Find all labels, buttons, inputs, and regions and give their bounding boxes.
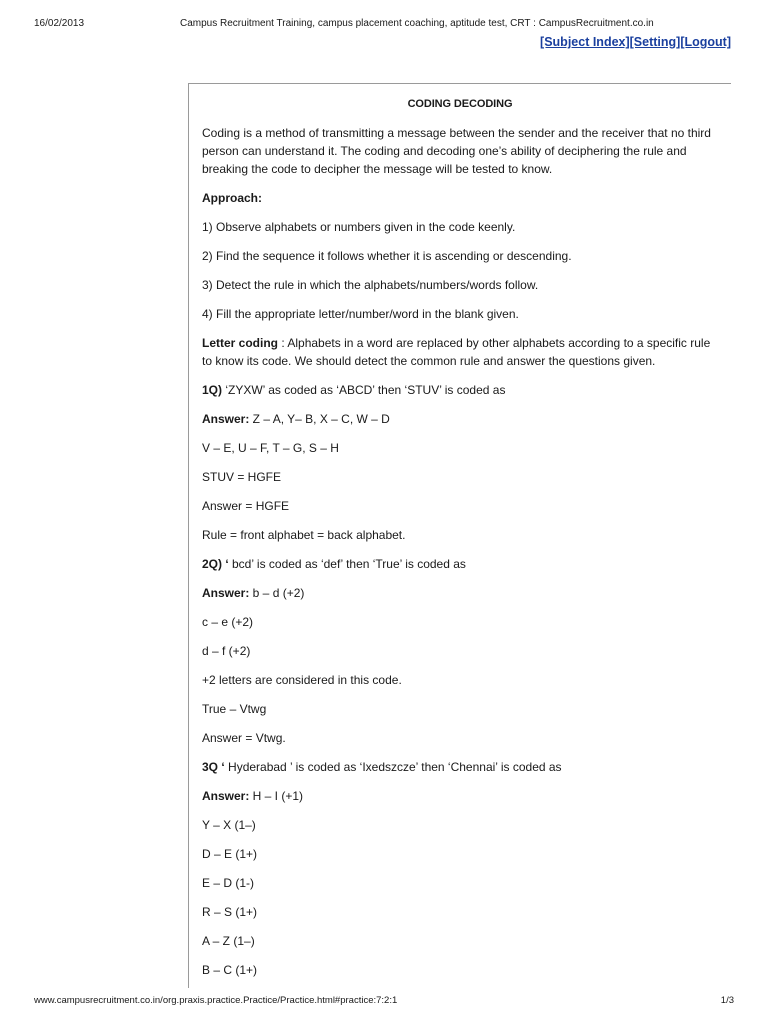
answer-label: Answer: [202, 789, 250, 803]
answer-label: Answer: [202, 412, 250, 426]
question-2-text: bcd’ is coded as ‘def’ then ‘True’ is coded as [228, 557, 466, 571]
approach-step: 3) Detect the rule in which the alphabets/numbers/words follow. [202, 278, 539, 292]
question-1-line: Rule = front alphabet = back alphabet. [202, 528, 406, 542]
question-1-line: Answer = HGFE [202, 499, 290, 513]
logout-link[interactable]: [Logout] [680, 35, 731, 49]
setting-link[interactable]: [Setting] [629, 35, 681, 49]
subject-index-link[interactable]: [Subject Index] [540, 35, 630, 49]
top-nav [540, 35, 731, 49]
letter-coding-paragraph [202, 334, 718, 370]
question-1-line: STUV = HGFE [202, 470, 282, 484]
question-3-line: D – E (1+) [202, 847, 258, 861]
content-box [188, 83, 731, 988]
question-1-label: 1Q) [202, 383, 223, 397]
question-3 [202, 758, 718, 776]
question-2-line: Answer = Vtwg. [202, 731, 286, 745]
approach-step: 4) Fill the appropriate letter/number/word in the blank given. [202, 307, 519, 321]
footer-url: www.campusrecruitment.co.in/org.praxis.practice.Practice/Practice.html#practice:7:2:1 [34, 995, 398, 1006]
question-2-line: d – f (+2) [202, 644, 251, 658]
question-3-line: R – S (1+) [202, 905, 258, 919]
header-date: 16/02/2013 [34, 18, 85, 29]
question-1-answer [202, 410, 718, 428]
question-1-line: V – E, U – F, T – G, S – H [202, 441, 339, 455]
question-3-label: 3Q ‘ [202, 760, 225, 774]
question-2-line: +2 letters are considered in this code. [202, 673, 402, 687]
question-2-label: 2Q) ‘ [202, 557, 229, 571]
question-2-line: True – Vtwg [202, 702, 267, 716]
approach-heading: Approach: [202, 191, 262, 205]
answer-label: Answer: [202, 586, 250, 600]
content-body [202, 95, 718, 990]
doc-title: CODING DECODING [407, 98, 513, 110]
question-3-text: Hyderabad ’ is coded as ‘Ixedszcze’ then ‘Chennai’ is coded as [224, 760, 562, 774]
intro-paragraph: Coding is a method of transmitting a message between the sender and the receiver that no third person can understand it. The coding and decoding one’s ability of deciphering the rule and breaking the code to decipher the message will be tested to know. [202, 126, 711, 176]
question-2-line: c – e (+2) [202, 615, 254, 629]
question-3-answer [202, 787, 718, 805]
footer-page-number: 1/3 [720, 995, 734, 1006]
letter-coding-label: Letter coding [202, 336, 279, 350]
question-2-answer [202, 584, 718, 602]
header-page-title: Campus Recruitment Training, campus placement coaching, aptitude test, CRT : CampusRecruitment.co.in [180, 18, 654, 29]
answer-text: Z – A, Y– B, X – C, W – D [249, 412, 390, 426]
answer-text: H – I (+1) [249, 789, 304, 803]
question-3-line: B – C (1+) [202, 963, 258, 977]
question-3-line: Y – X (1–) [202, 818, 256, 832]
approach-step: 1) Observe alphabets or numbers given in the code keenly. [202, 220, 516, 234]
question-3-line: A – Z (1–) [202, 934, 255, 948]
approach-step: 2) Find the sequence it follows whether it is ascending or descending. [202, 249, 572, 263]
letter-coding-text: : Alphabets in a word are replaced by other alphabets according to a specific rule to know its code. We should detect the common rule and answer the questions given. [202, 336, 711, 368]
question-2 [202, 555, 718, 573]
question-1-text: ‘ZYXW’ as coded as ‘ABCD’ then ‘STUV’ is coded as [222, 383, 506, 397]
question-3-line: E – D (1-) [202, 876, 255, 890]
question-1 [202, 381, 718, 399]
answer-text: b – d (+2) [249, 586, 305, 600]
